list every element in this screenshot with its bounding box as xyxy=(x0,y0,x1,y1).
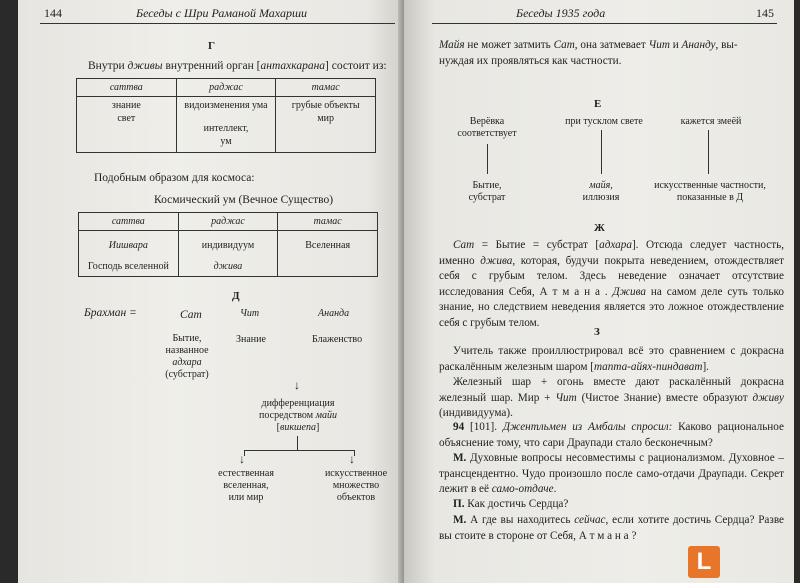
table-header: раджас xyxy=(178,213,278,231)
diagram-connector xyxy=(601,130,602,174)
zh-paragraph: Сат = Бытие = субстрат [адхара]. Отсюда следует частность, именно джива, которая, будучи покрыта неведением, отождествляет себя с грубым телом. Здесь неведение означает отсутствие исследования Себя, А т м а н а . Джива на самом деле суть только знание, но следствием неведения является это ложное отождествление себя с грубым телом. xyxy=(439,239,784,329)
table-cell: видоизменения ума интеллект, ум xyxy=(176,97,276,153)
artificial-objects-label: искусственное множество объектов xyxy=(324,468,388,503)
ananda-label: Ананда xyxy=(318,308,350,319)
down-arrow-icon: ↓ xyxy=(239,452,245,466)
section-e-heading: Е xyxy=(594,98,602,110)
rope-label: Верёвка соответствует xyxy=(457,116,517,139)
diagram-connector xyxy=(244,450,354,451)
diagram-connector xyxy=(708,130,709,174)
cosmic-mind-title: Космический ум (Вечное Существо) xyxy=(154,194,334,206)
jiva-intro: Внутри дживы внутренний орган [антахкарана] состоит из: xyxy=(88,60,387,72)
chit-description: Знание xyxy=(236,334,266,345)
table-header: тамас xyxy=(278,213,378,231)
down-arrow-icon: ↓ xyxy=(349,452,355,466)
header-rule xyxy=(432,23,777,24)
table-cell: Иишвара Господь вселенной xyxy=(79,231,179,277)
maya-illusion-label: майя, иллюзия xyxy=(582,180,620,203)
gunas-table-cosmic xyxy=(78,212,378,277)
down-arrow-icon: ↓ xyxy=(294,378,300,392)
question-p1: П. Как достичь Сердца? xyxy=(453,498,569,510)
sat-description: Бытие, названное адхара (субстрат) xyxy=(165,333,209,380)
differentiation-block: дифференциация посредством майи [викшепа] xyxy=(259,398,337,433)
table-header: раджас xyxy=(176,79,276,97)
left-page-number: 144 xyxy=(44,6,62,20)
header-rule xyxy=(40,23,395,24)
diagram-connector xyxy=(297,436,298,450)
table-header: саттва xyxy=(77,79,177,97)
artificial-particulars-label: искусственные частности, показанные в Д xyxy=(654,180,766,203)
table-cell: индивидуум джива xyxy=(178,231,278,277)
dim-light-label: при тусклом свете xyxy=(565,116,643,127)
table-cell: знание свет xyxy=(77,97,177,153)
right-page-number: 145 xyxy=(756,6,774,20)
table-header: саттва xyxy=(79,213,179,231)
snake-label: кажется змеёй xyxy=(680,116,742,127)
brahman-label: Брахман = xyxy=(84,307,137,319)
sat-label: Сат xyxy=(180,309,202,321)
answer-m1: М. Духовные вопросы несовместимы с рационализмом. Духовное – трансцендентно. Чудо произошло после само-отдачи Драупади. Секрет лежит в её само-отдаче. xyxy=(439,452,784,495)
watermark-logo-icon: L xyxy=(688,546,720,578)
gunas-table-individual xyxy=(76,78,376,153)
z-paragraph-2: Железный шар + огонь вместе дают раскалённый докрасна железный шар. Мир + Чит (Чистое Знание) вместе образуют дживу (индивидуума). xyxy=(439,376,784,419)
left-page xyxy=(18,0,406,583)
section-d-heading: Д xyxy=(232,290,240,302)
natural-universe-label: естественная вселенная, или мир xyxy=(218,468,274,503)
ananda-description: Блаженство xyxy=(312,334,363,345)
section-g-heading: Г xyxy=(208,40,215,52)
cosmos-intro: Подобным образом для космоса: xyxy=(94,172,255,184)
answer-m2: М. А где вы находитесь сейчас, если хотите достичь Сердца? Разве вы стоите в стороне от Себя, А т м а н а ? xyxy=(439,514,785,542)
right-page xyxy=(404,0,794,583)
left-running-title: Беседы с Шри Раманой Махарши xyxy=(136,6,308,20)
table-cell: Вселенная xyxy=(278,231,378,277)
right-running-title: Беседы 1935 года xyxy=(516,6,606,20)
question-94: 94 [101]. Джентльмен из Амбалы спросил: Каково рациональное объяснение тому, что сари Драупади стало бесконечным? xyxy=(439,421,784,449)
diagram-connector xyxy=(487,144,488,174)
table-header: тамас xyxy=(276,79,376,97)
section-z-heading: З xyxy=(594,326,600,338)
section-zh-heading: Ж xyxy=(594,222,605,234)
chit-label: Чит xyxy=(240,308,260,319)
table-cell: грубые объекты мир xyxy=(276,97,376,153)
maya-paragraph: Майя не может затмить Сат, она затмевает Чит и Ананду, вы- нуждая их проявляться как частности. xyxy=(439,39,738,67)
z-paragraph-1: Учитель также проиллюстрировал всё это сравнением с докрасна раскалённым железным шаром [тапта-айях-пиндават]. xyxy=(439,345,784,373)
being-substrate-label: Бытие, субстрат xyxy=(468,180,506,203)
